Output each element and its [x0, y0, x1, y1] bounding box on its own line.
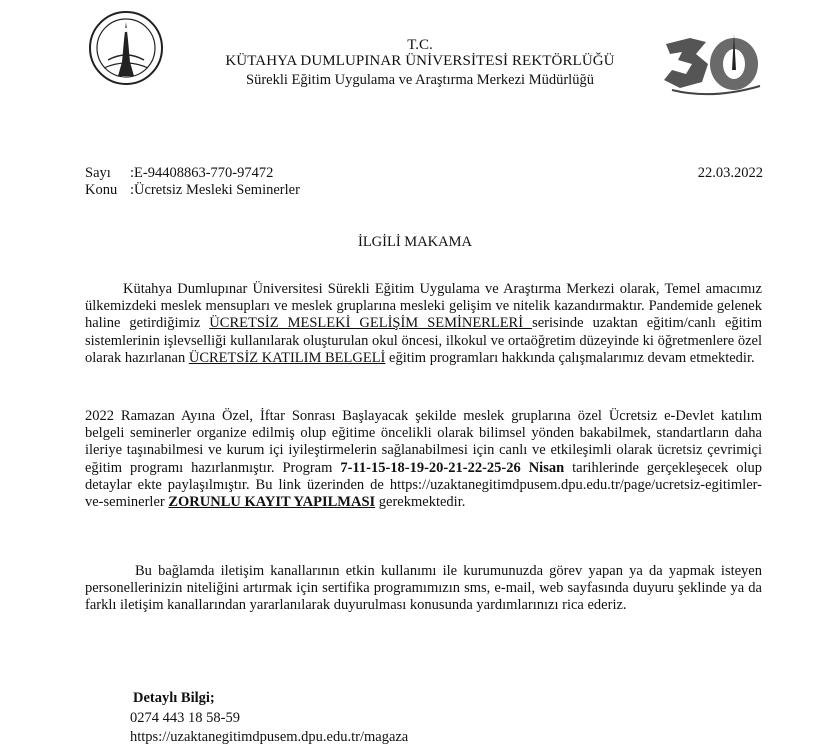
- p1-underline-seminars: ÜCRETSİZ MESLEKİ GELİŞİM SEMİNERLERİ: [209, 315, 533, 332]
- konu-value: :Ücretsiz Mesleki Seminerler: [130, 182, 300, 198]
- sayi-value: :E-94408863-770-97472: [130, 165, 274, 181]
- paragraph-2: [85, 408, 762, 511]
- header-university: KÜTAHYA DUMLUPINAR ÜNİVERSİTESİ REKTÖRLÜĞÜ: [225, 53, 615, 69]
- paragraph-1: [85, 281, 762, 367]
- sayi-label: Sayı: [85, 165, 111, 181]
- header-tc: T.C.: [407, 37, 433, 53]
- p2-dates: 7-11-15-18-19-20-21-22-25-26 Nisan: [340, 459, 565, 476]
- p2-text-2: tarihlerinde gerçekleşecek olup detaylar ekte paylaşılmıştır. Bu link üzerinden de https://uzaktanegitimdpusem.dpu.edu.tr/page/ucretsiz-egitimler-ve-seminerler: [85, 459, 762, 511]
- p3-text: Bu bağlamda iletişim kanallarının etkin kullanımı ile kurumunuzda görev yapan ya da yapmak isteyen personellerinizin niteliğini artırmak için sertifika programımızın sms, e-mail, web sayfasında duyuru şeklinde ya da farklı iletişim kanallarından yararlanılarak duyurulması konusunda yardımlarınızı rica ederiz.: [85, 563, 762, 614]
- document-date: 22.03.2022: [697, 165, 763, 181]
- p1-text-2: serisinde uzaktan eğitim/canlı eğitim sistemlerinin işlevselliği kullanılarak oluşturulan okul öncesi, ilkokul ve ortaöğretim düzeyinde ki öğretmenlere özel olarak hazırlanan: [85, 315, 762, 366]
- p1-text-3: eğitim programları hakkında çalışmalarımız devam etmektedir.: [385, 349, 755, 366]
- contact-phone: 0274 443 18 58-59: [130, 710, 240, 726]
- p1-underline-certificate: ÜCRETSİZ KATILIM BELGELİ: [188, 349, 386, 366]
- konu-label: Konu: [85, 182, 118, 198]
- p2-mandatory-registration: ZORUNLU KAYIT YAPILMASI: [168, 494, 376, 511]
- p1-text-1: Kütahya Dumlupınar Üniversitesi Sürekli Eğitim Uygulama ve Araştırma Merkezi olarak, Temel amacımız ülkemizdeki meslek mensupları ve meslek gruplarına mesleki gelişim ve nitelik kazandırmaktır. Pandemide gelenek haline getirdiğimiz: [85, 281, 762, 332]
- university-seal-icon: [88, 10, 164, 86]
- addressee: İLGİLİ MAKAMA: [358, 234, 472, 250]
- contact-title: Detaylı Bilgi;: [133, 690, 215, 706]
- anniversary-30-logo-icon: [662, 30, 768, 100]
- p2-text-3: gerekmektedir.: [375, 494, 466, 511]
- contact-url[interactable]: https://uzaktanegitimdpusem.dpu.edu.tr/magaza: [130, 729, 409, 745]
- header-center: Sürekli Eğitim Uygulama ve Araştırma Merkezi Müdürlüğü: [246, 72, 594, 88]
- paragraph-3: [85, 563, 762, 615]
- meta-table: [85, 165, 300, 199]
- p2-text-1: 2022 Ramazan Ayına Özel, İftar Sonrası Başlayacak şekilde meslek gruplarına özel Ücretsiz e-Devlet katılım belgeli seminerler organize edilmiş olup eğitime öncelikli olarak bilimsel yönden bakabilmek, standartların daha ileriye taşınabilmesi ve kurum içi iyileştirmelerin sağlanabilmesi için canlı ve etkileşimli olarak ücretsiz çevrimiçi eğitim programı hazırlanmıştır. Program: [85, 408, 762, 476]
